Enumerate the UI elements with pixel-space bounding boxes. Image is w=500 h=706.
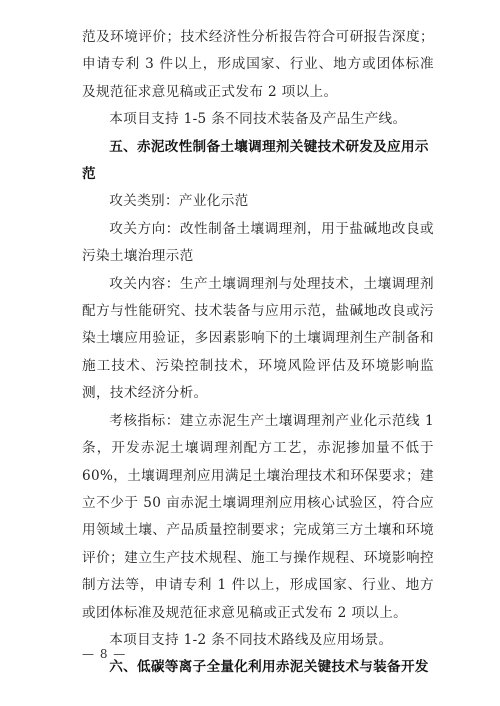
- paragraph-content: 攻关内容：生产土壤调理剂与处理技术，土壤调理剂配方与性能研究、技术装备与应用示范，盐碱地改良或污染土壤应用验证，多因素影响下的土壤调理剂生产制备和施工技术、污染控制技术，环境风险评估及环境影响监测，技术经济分析。: [82, 275, 434, 402]
- paragraph-indicators: 考核指标：建立赤泥生产土壤调理剂产业化示范线 1 条，开发赤泥土壤调理剂配方工艺，赤泥掺加量不低于 60%，土壤调理剂应用满足土壤治理技术和环保要求；建立不少于 50 亩赤泥土壤调理剂应用核心试验区，符合应用领域土壤、产品质量控制要求；完成第三方土壤和环境评价；建立生产技术规程、施工与操作规程、环境影响控制方法等，申请专利 1 件以上，形成国家、行业、地方或团体标准及规范征求意见稿或正式发布 2 项以上。: [82, 412, 434, 621]
- section-heading-6: 六、低碳等离子全量化利用赤泥关键技术与装备开发: [109, 659, 429, 676]
- paragraph-continuation: 范及环境评价；技术经济性分析报告符合可研报告深度；申请专利 3 件以上，形成国家、行业、地方或团体标准及规范征求意见稿或正式发布 2 项以上。: [82, 29, 434, 100]
- paragraph-support-routes: 本项目支持 1-2 条不同技术路线及应用场景。: [109, 631, 393, 648]
- document-body: [82, 24, 434, 682]
- paragraph-support-lines: 本项目支持 1-5 条不同技术装备及产品生产线。: [109, 111, 407, 128]
- section-heading-5: 五、赤泥改性制备土壤调理剂关键技术研发及应用示范: [82, 138, 429, 183]
- page-number: — 8 —: [82, 647, 127, 661]
- paragraph-category: 攻关类别：产业化示范: [109, 193, 249, 210]
- paragraph-direction: 攻关方向：改性制备土壤调理剂，用于盐碱地改良或污染土壤治理示范: [82, 220, 434, 265]
